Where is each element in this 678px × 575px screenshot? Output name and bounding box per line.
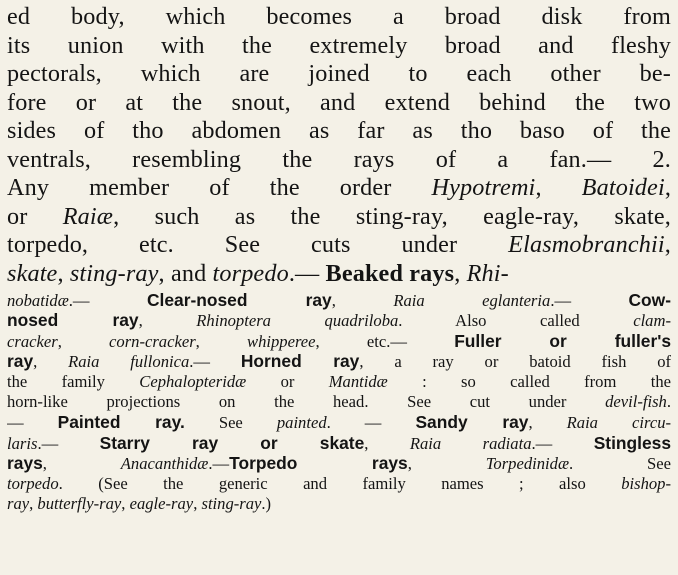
text-fragment: .) — [261, 493, 272, 513]
headword: Sandy ray — [415, 412, 529, 433]
text-fragment: Any member of the order — [7, 174, 432, 202]
dictionary-page — [7, 0, 671, 575]
text-fragment: .— — [288, 259, 326, 287]
cut-off-next-line — [7, 568, 671, 575]
text-fragment: : so called from the — [387, 371, 671, 391]
text-fragment: .— — [37, 433, 100, 453]
text-fragment: the family — [7, 371, 140, 391]
headword: nosed ray — [7, 310, 139, 331]
text-fragment: .— — [550, 291, 629, 310]
italic-term: Raia fullonica — [68, 352, 190, 372]
text-fragment: , such as the sting-ray, eagle-ray, skate, — [113, 202, 671, 230]
italic-term: Raiæ — [62, 202, 114, 230]
text-line — [7, 494, 671, 514]
text-fragment: ed body, which becomes a broad disk from — [7, 3, 671, 30]
italic-term: Raia eglanteria — [393, 291, 551, 310]
headword: rays — [7, 453, 43, 474]
italic-term: ray — [7, 493, 30, 513]
text-fragment: sides of tho abdomen as far as tho baso of the — [7, 117, 671, 145]
italic-term: Raia radiata — [409, 433, 532, 453]
italic-term: torpedo — [7, 473, 59, 493]
text-line — [7, 290, 671, 310]
headword: Starry ray or skate — [99, 432, 365, 453]
text-fragment: or — [7, 202, 63, 230]
headword: Cow- — [628, 290, 671, 310]
text-fragment: — — [7, 413, 58, 433]
text-fragment: . — [666, 391, 671, 411]
text-line — [7, 89, 671, 118]
text-fragment: , a ray or batoid fish of — [359, 352, 671, 372]
headword: Clear-nosed ray — [146, 290, 332, 310]
italic-term: bishop- — [621, 473, 671, 493]
italic-term: Anacanthidæ — [120, 454, 209, 474]
italic-term: clam- — [633, 311, 671, 331]
italic-term: nobatidæ — [7, 291, 69, 310]
text-line — [7, 474, 671, 494]
text-line — [7, 203, 671, 232]
italic-term: Cephalopteridæ — [139, 371, 247, 391]
text-fragment: torpedo, etc. See cuts under — [7, 231, 509, 259]
text-fragment: ventrals, resembling the rays of a fan.— 2. — [7, 145, 671, 173]
text-fragment: .— — [68, 291, 147, 310]
text-line — [7, 392, 671, 412]
compound-terms-text — [7, 290, 671, 514]
text-line — [7, 453, 671, 473]
text-fragment: , — [664, 231, 671, 259]
text-fragment: or — [246, 371, 329, 391]
definition-main-text — [7, 3, 671, 288]
headword: Horned ray — [240, 351, 360, 372]
headword: Fuller or fuller's — [454, 330, 671, 351]
headword: Painted ray. — [57, 412, 185, 433]
italic-term: Elasmobranchii — [508, 231, 665, 259]
text-fragment: , — [33, 352, 69, 372]
text-fragment: . (See the generic and family names ; also — [58, 473, 622, 493]
italic-term: Torpedinidæ — [485, 454, 570, 474]
text-fragment: , — [535, 174, 582, 202]
text-fragment: See — [184, 413, 277, 433]
italic-term: butterfly-ray — [37, 493, 122, 513]
text-fragment: .— — [208, 454, 230, 474]
text-fragment: horn-like projections on the head. See cut under — [7, 391, 606, 411]
italic-term: eagle-ray — [129, 493, 194, 513]
text-fragment: , — [195, 331, 248, 351]
text-fragment: , and — [158, 259, 213, 287]
italic-term: painted — [276, 413, 327, 433]
headword: ray — [7, 351, 34, 372]
text-fragment: , — [528, 413, 567, 433]
text-line — [7, 331, 671, 351]
text-line — [7, 433, 671, 453]
text-fragment: , — [454, 259, 467, 287]
text-line — [7, 117, 671, 146]
text-line — [7, 372, 671, 392]
italic-term: torpedo — [212, 259, 289, 287]
text-fragment: , — [42, 454, 121, 474]
text-fragment: , — [364, 433, 410, 453]
text-line — [7, 3, 671, 32]
italic-term: Rhinoptera quadriloba — [196, 311, 399, 331]
text-fragment: , etc.— — [315, 331, 455, 351]
text-fragment: , — [407, 454, 486, 474]
headword: Stingless — [593, 432, 671, 453]
text-fragment: , — [138, 311, 197, 331]
text-fragment: fore or at the snout, and extend behind the two — [7, 88, 671, 116]
text-line — [7, 32, 671, 61]
italic-term: sting-ray — [69, 259, 159, 287]
text-fragment: , — [57, 259, 70, 287]
italic-term: Rhi- — [466, 259, 509, 287]
italic-term: Hypotremi — [431, 174, 536, 202]
italic-term: whipperee — [247, 331, 316, 351]
italic-term: Raia circu- — [566, 413, 671, 433]
text-fragment: , — [664, 174, 671, 202]
italic-term: skate — [7, 259, 58, 287]
italic-term: Mantidæ — [328, 371, 388, 391]
text-fragment: . Also called — [398, 311, 634, 331]
italic-term: corn-cracker — [109, 331, 196, 351]
text-fragment: . See — [569, 454, 671, 474]
headword: Torpedo rays — [229, 453, 408, 474]
text-fragment: , — [29, 493, 38, 513]
text-line — [7, 146, 671, 175]
text-fragment: , — [331, 291, 394, 310]
italic-term: devil-fish — [605, 391, 667, 411]
text-fragment: its union with the extremely broad and fleshy — [7, 31, 671, 59]
text-line — [7, 174, 671, 203]
text-line — [7, 260, 671, 289]
italic-term: sting-ray — [201, 493, 262, 513]
text-line — [7, 60, 671, 89]
italic-term: laris — [7, 433, 38, 453]
headword: Beaked rays — [325, 259, 455, 287]
text-line — [7, 310, 671, 330]
text-fragment: .— — [531, 433, 594, 453]
text-fragment: , — [57, 331, 110, 351]
text-line — [7, 412, 671, 432]
italic-term: Batoidei — [581, 174, 665, 202]
text-fragment: , — [193, 493, 202, 513]
text-fragment: .— — [189, 352, 241, 372]
text-line — [7, 351, 671, 371]
text-fragment: , — [121, 493, 130, 513]
italic-term: cracker — [7, 331, 58, 351]
text-fragment: pectorals, which are joined to each other be- — [7, 60, 671, 88]
text-fragment: . — — [326, 413, 416, 433]
text-line — [7, 231, 671, 260]
